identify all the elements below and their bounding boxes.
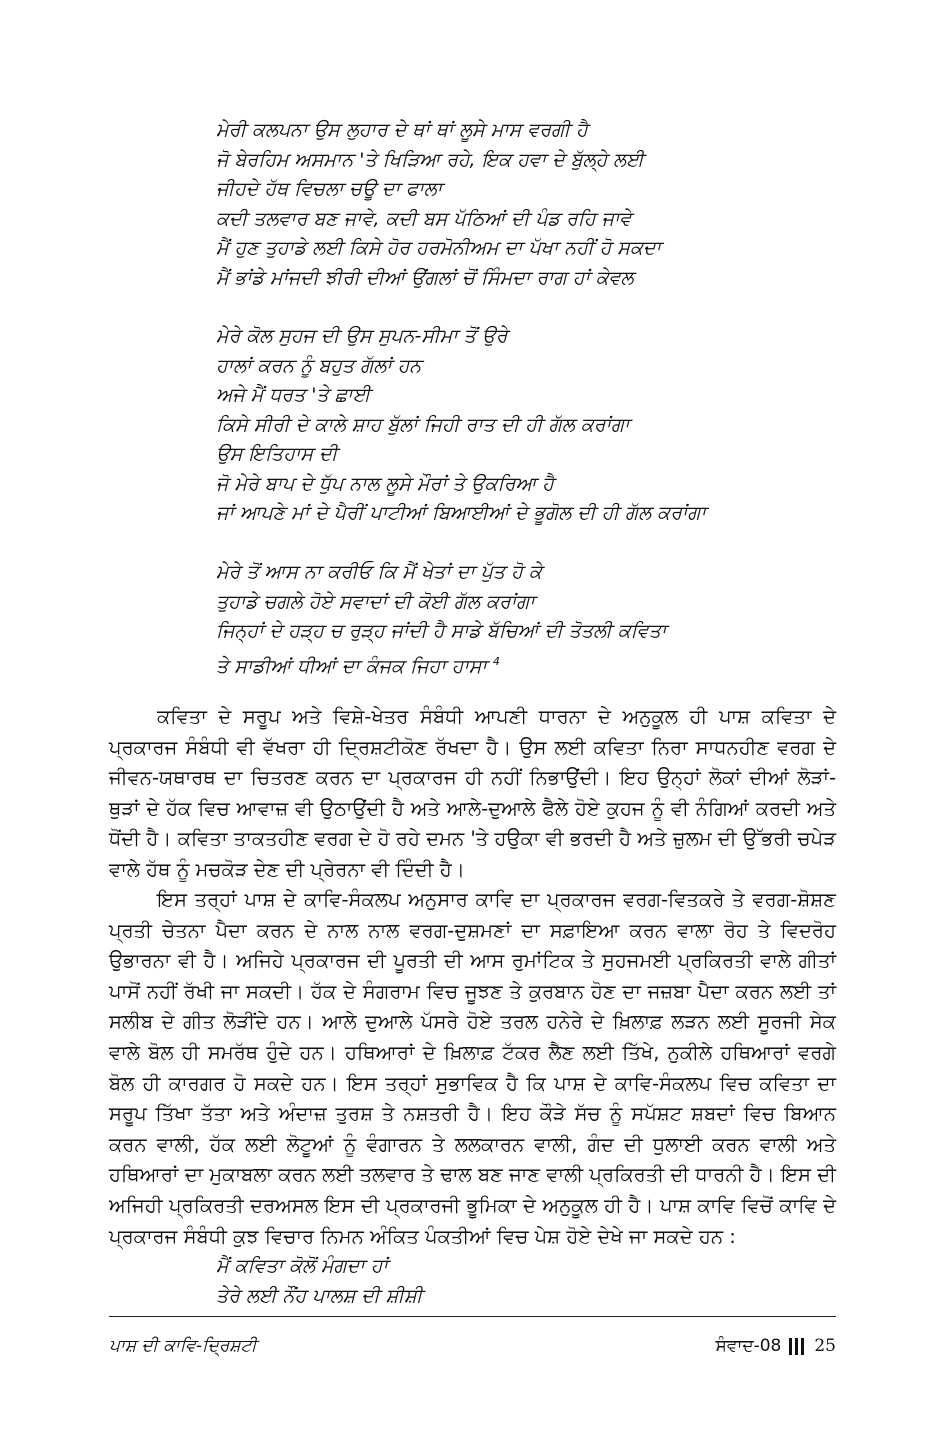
poem-line: ਤੇਰੇ ਲਈ ਨੌਂਹ ਪਾਲਸ਼ ਦੀ ਸ਼ੀਸ਼ੀ xyxy=(216,1284,423,1307)
running-footer-right xyxy=(716,1336,837,1356)
footnote-marker[interactable]: 4 xyxy=(492,654,500,668)
poem-line: ਮੈਂ ਕਵਿਤਾ ਕੋਲੋਂ ਮੰਗਦਾ ਹਾਂ xyxy=(216,1255,388,1277)
poem-line: ਜਿਨ੍ਹਾਂ ਦੇ ਹੜ੍ਹ ਚ ਰੁੜ੍ਹ ਜਾਂਦੀ ਹੈ ਸਾਡੇ ਬੱਚਿਆਂ ਦੀ ਤੋਤਲੀ ਕਵਿਤਾ xyxy=(216,620,667,642)
running-footer-title: ਪਾਸ਼ ਦੀ ਕਾਵਿ-ਦ੍ਰਿਸ਼ਟੀ xyxy=(109,1336,257,1356)
poem-line: ਮੈਂ ਹੁਣ ਤੁਹਾਡੇ ਲਈ ਕਿਸੇ ਹੋਰ ਹਰਮੋਨੀਅਮ ਦਾ ਪੱਖਾ ਨਹੀਂ ਹੋ ਸਕਦਾ xyxy=(216,237,661,259)
poem-line: ਮੇਰੀ ਕਲਪਨਾ ਉਸ ਲੁਹਾਰ ਦੇ ਥਾਂ ਥਾਂ ਲੂਸੇ ਮਾਸ ਵਰਗੀ ਹੈ xyxy=(216,119,588,141)
poem-stanza-1 xyxy=(216,116,856,293)
poem-line: ਜੋ ਮੇਰੇ ਬਾਪ ਦੇ ਧੁੱਪ ਨਾਲ ਲੂਸੇ ਮੌਰਾਂ ਤੇ ਉਕਰਿਆ ਹੈ xyxy=(216,472,554,495)
poem-line: ਤੁਹਾਡੇ ਚਗਲੇ ਹੋਏ ਸਵਾਦਾਂ ਦੀ ਕੋਈ ਗੱਲ ਕਰਾਂਗਾ xyxy=(216,590,535,613)
poem-line: ਉਸ ਇਤਿਹਾਸ ਦੀ xyxy=(216,443,338,465)
footer-rule xyxy=(109,1316,836,1317)
poem-line: ਅਜੇ ਮੈਂ ਧਰਤ 'ਤੇ ਛਾਈ xyxy=(216,384,371,406)
poem-line: ਕਦੀ ਤਲਵਾਰ ਬਣ ਜਾਵੇ, ਕਦੀ ਬਸ ਪੱਠਿਆਂ ਦੀ ਪੰਡ ਰਹਿ ਜਾਵੇ xyxy=(216,207,632,230)
paragraph-text: ਕਵਿਤਾ ਦੇ ਸਰੂਪ ਅਤੇ ਵਿਸ਼ੇ-ਖੇਤਰ ਸੰਬੰਧੀ ਆਪਣੀ ਧਾਰਨਾ ਦੇ ਅਨੁਕੂਲ ਹੀ ਪਾਸ਼ ਕਵਿਤਾ ਦੇ ਪ੍ਰਕਾਰਜ ਸੰਬੰਧੀ ਵੀ ਵੱਖਰਾ ਹੀ ਦ੍ਰਿਸ਼ਟੀਕੋਣ ਰੱਖਦਾ ਹੈ। ਉਸ ਲਈ ਕਵਿਤਾ ਨਿਰਾ ਸਾਧਨਹੀਣ ਵਰਗ ਦੇ ਜੀਵਨ-ਯਥਾਰਥ ਦਾ ਚਿਤਰਣ ਕਰਨ ਦਾ ਪ੍ਰਕਾਰਜ ਹੀ ਨਹੀਂ ਨਿਭਾਉਂਦੀ। ਇਹ ਉਨ੍ਹਾਂ ਲੋਕਾਂ ਦੀਆਂ ਲੋੜਾਂ-ਥੁੜਾਂ ਦੇ ਹੱਕ ਵਿਚ ਆਵਾਜ਼ ਵੀ ਉਠਾਉਂਦੀ ਹੈ ਅਤੇ ਆਲੇ-ਦੁਆਲੇ ਫੈਲੇ ਹੋਏ ਕੁਹਜ ਨੂੰ ਵੀ ਨੰਗਿਆਂ ਕਰਦੀ ਅਤੇ ਧੋਂਦੀ ਹੈ। ਕਵਿਤਾ ਤਾਕਤਹੀਣ ਵਰਗ ਦੇ ਹੋ ਰਹੇ ਦਮਨ 'ਤੇ ਹਉਕਾ ਵੀ ਭਰਦੀ ਹੈ ਅਤੇ ਜ਼ੁਲਮ ਦੀ ਉੱਭਰੀ ਚਪੇੜ ਵਾਲੇ ਹੱਥ ਨੂੰ ਮਚਕੋੜ ਦੇਣ ਦੀ ਪ੍ਰੇਰਨਾ ਵੀ ਦਿੰਦੀ ਹੈ। xyxy=(109,705,836,881)
poem-stanza-4 xyxy=(216,1252,856,1311)
paragraph-text: ਇਸ ਤਰ੍ਹਾਂ ਪਾਸ਼ ਦੇ ਕਾਵਿ-ਸੰਕਲਪ ਅਨੁਸਾਰ ਕਾਵਿ ਦਾ ਪ੍ਰਕਾਰਜ ਵਰਗ-ਵਿਤਕਰੇ ਤੇ ਵਰਗ-ਸ਼ੋਸ਼ਣ ਪ੍ਰਤੀ ਚੇਤਨਾ ਪੈਦਾ ਕਰਨ ਦੇ ਨਾਲ ਨਾਲ ਵਰਗ-ਦੁਸ਼ਮਣਾਂ ਦਾ ਸਫ਼ਾਇਆ ਕਰਨ ਵਾਲਾ ਰੋਹ ਤੇ ਵਿਦਰੋਹ ਉਭਾਰਨਾ ਵੀ ਹੈ। ਅਜਿਹੇ ਪ੍ਰਕਾਰਜ ਦੀ ਪੂਰਤੀ ਦੀ ਆਸ ਰੁਮਾਂਟਿਕ ਤੇ ਸੁਹਜਮਈ ਪ੍ਰਕਿਰਤੀ ਵਾਲੇ ਗੀਤਾਂ ਪਾਸੋਂ ਨਹੀਂ ਰੱਖੀ ਜਾ ਸਕਦੀ। ਹੱਕ ਦੇ ਸੰਗਰਾਮ ਵਿਚ ਜੂਝਣ ਤੇ ਕੁਰਬਾਨ ਹੋਣ ਦਾ ਜਜ਼ਬਾ ਪੈਦਾ ਕਰਨ ਲਈ ਤਾਂ ਸਲੀਬ ਦੇ ਗੀਤ ਲੋੜੀਂਦੇ ਹਨ। ਆਲੇ ਦੁਆਲੇ ਪੱਸਰੇ ਹੋਏ ਤਰਲ ਹਨੇਰੇ ਦੇ ਖ਼ਿਲਾਫ਼ ਲੜਨ ਲਈ ਸੂਰਜੀ ਸੇਕ ਵਾਲੇ ਬੋਲ ਹੀ ਸਮਰੱਥ ਹੁੰਦੇ ਹਨ। ਹਥਿਆਰਾਂ ਦੇ ਖ਼ਿਲਾਫ਼ ਟੱਕਰ ਲੈਣ ਲਈ ਤਿੱਖੇ, ਨੁਕੀਲੇ ਹਥਿਆਰਾਂ ਵਰਗੇ ਬੋਲ ਹੀ ਕਾਰਗਰ ਹੋ ਸਕਦੇ ਹਨ। ਇਸ ਤਰ੍ਹਾਂ ਸੁਭਾਵਿਕ ਹੈ ਕਿ ਪਾਸ਼ ਦੇ ਕਾਵਿ-ਸੰਕਲਪ ਵਿਚ ਕਵਿਤਾ ਦਾ ਸਰੂਪ ਤਿੱਖਾ ਤੱਤਾ ਅਤੇ ਅੰਦਾਜ਼ ਤੁਰਸ਼ ਤੇ ਨਸ਼ਤਰੀ ਹੈ। ਇਹ ਕੌੜੇ ਸੱਚ ਨੂੰ ਸਪੱਸ਼ਟ ਸ਼ਬਦਾਂ ਵਿਚ ਬਿਆਨ ਕਰਨ ਵਾਲੀ, ਹੱਕ ਲਈ ਲੋਟੂਆਂ ਨੂੰ ਵੰਗਾਰਨ ਤੇ ਲਲਕਾਰਨ ਵਾਲੀ, ਗੰਦ ਦੀ ਧੁਲਾਈ ਕਰਨ ਵਾਲੀ ਅਤੇ ਹਥਿਆਰਾਂ ਦਾ ਮੁਕਾਬਲਾ ਕਰਨ ਲਈ ਤਲਵਾਰ ਤੇ ਢਾਲ ਬਣ ਜਾਣ ਵਾਲੀ ਪ੍ਰਕਿਰਤੀ ਦੀ ਧਾਰਨੀ ਹੈ। ਇਸ ਦੀ ਅਜਿਹੀ ਪ੍ਰਕਿਰਤੀ ਦਰਅਸਲ ਇਸ ਦੀ ਪ੍ਰਕਾਰਜੀ ਭੂਮਿਕਾ ਦੇ ਅਨੁਕੂਲ ਹੀ ਹੈ। ਪਾਸ਼ ਕਾਵਿ ਵਿਚੋਂ ਕਾਵਿ ਦੇ ਪ੍ਰਕਾਰਜ ਸੰਬੰਧੀ ਕੁਝ ਵਿਚਾਰ ਨਿਮਨ ਅੰਕਿਤ ਪੰਕਤੀਆਂ ਵਿਚ ਪੇਸ਼ ਹੋਏ ਦੇਖੇ ਜਾ ਸਕਦੇ ਹਨ : xyxy=(109,888,836,1248)
poem-line: ਜੋ ਬੇਰਹਿਮ ਅਸਮਾਨ 'ਤੇ ਖਿੜਿਆ ਰਹੇ, ਇਕ ਹਵਾ ਦੇ ਬੁੱਲ੍ਹੇ ਲਈ xyxy=(216,148,644,171)
poem-line: ਹਾਲਾਂ ਕਰਨ ਨੂੰ ਬਹੁਤ ਗੱਲਾਂ ਹਨ xyxy=(216,354,422,377)
poem-line: ਜੀਹਦੇ ਹੱਥ ਵਿਚਲਾ ਚਊ ਦਾ ਫਾਲਾ xyxy=(216,178,443,200)
poem-line: ਮੈਂ ਭਾਂਡੇ ਮਾਂਜਦੀ ਝੀਰੀ ਦੀਆਂ ਉਂਗਲਾਂ ਚੋਂ ਸਿੰਮਦਾ ਰਾਗ ਹਾਂ ਕੇਵਲ xyxy=(216,266,634,289)
poem-stanza-2 xyxy=(216,322,856,529)
poem-line: ਕਿਸੇ ਸੀਰੀ ਦੇ ਕਾਲੇ ਸ਼ਾਹ ਬੁੱਲਾਂ ਜਿਹੀ ਰਾਤ ਦੀ ਹੀ ਗੱਲ ਕਰਾਂਗਾ xyxy=(216,413,630,436)
poem-line-text: ਤੇ ਸਾਡੀਆਂ ਧੀਆਂ ਦਾ ਕੰਜਕ ਜਿਹਾ ਹਾਸਾ xyxy=(216,654,487,677)
poem-line: ਮੇਰੇ ਤੋਂ ਆਸ ਨਾ ਕਰੀਓ ਕਿ ਮੈਂ ਖੇਤਾਂ ਦਾ ਪੁੱਤ ਹੋ ਕੇ xyxy=(216,561,542,583)
page-number: 25 xyxy=(814,1336,836,1356)
poem-line xyxy=(216,647,856,682)
poem-line: ਜਾਂ ਆਪਣੇ ਮਾਂ ਦੇ ਪੈਰੀਂ ਪਾਟੀਆਂ ਬਿਆਈਆਂ ਦੇ ਭੂਗੋਲ ਦੀ ਹੀ ਗੱਲ ਕਰਾਂਗਾ xyxy=(216,502,706,524)
poem-stanza-3 xyxy=(216,558,856,681)
journal-name: ਸੰਵਾਦ-08 xyxy=(715,1336,782,1356)
separator-bars-icon xyxy=(789,1338,804,1355)
body-paragraph-1 xyxy=(109,702,836,886)
poem-line: ਮੇਰੇ ਕੋਲ ਸੁਹਜ ਦੀ ਉਸ ਸੁਪਨ-ਸੀਮਾ ਤੋਂ ਉਰੇ xyxy=(216,325,508,347)
body-paragraph-2 xyxy=(109,885,836,1252)
